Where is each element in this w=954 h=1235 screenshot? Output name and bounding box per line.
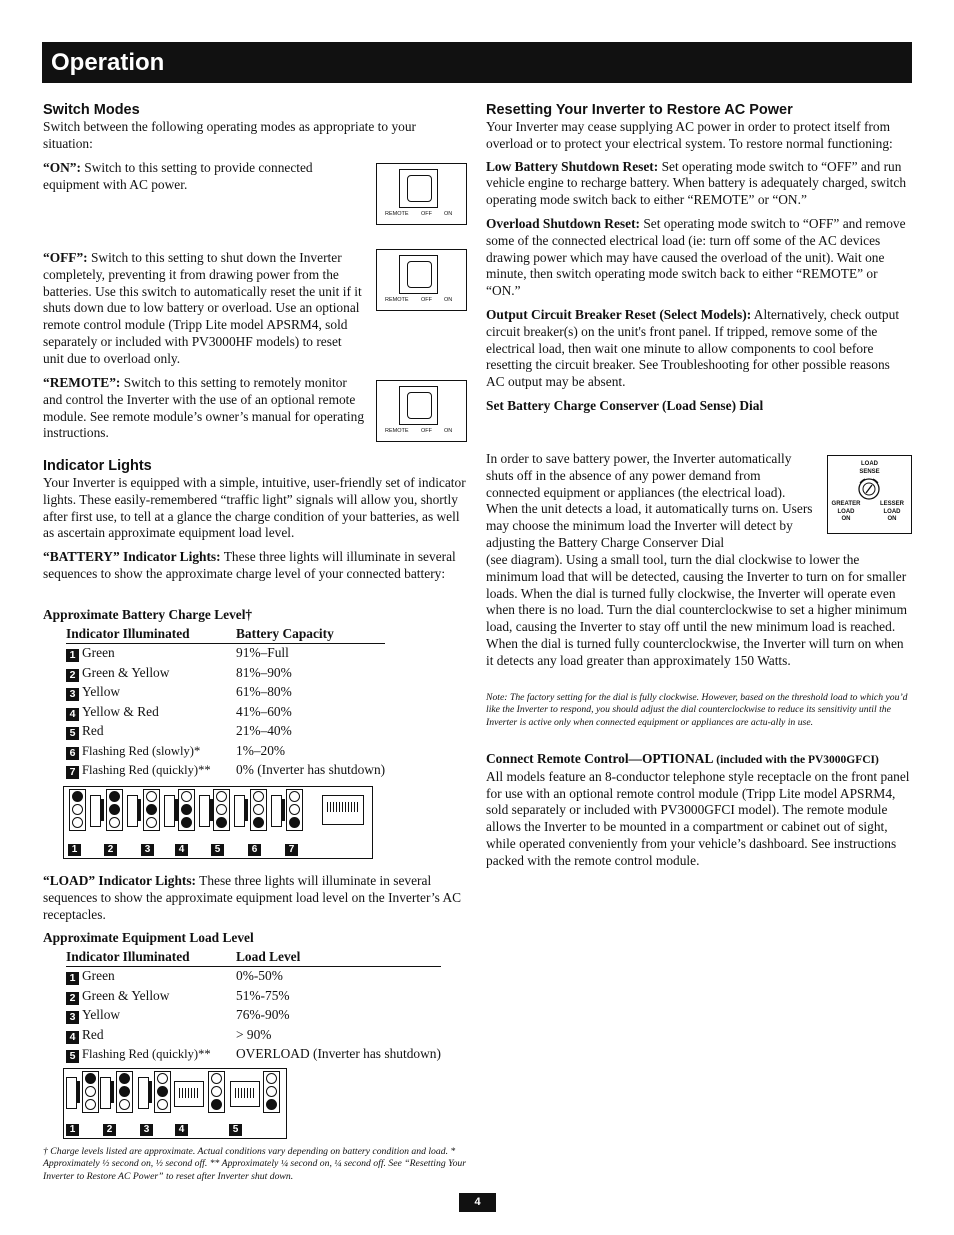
dial-label-line: LESSER (879, 501, 904, 507)
dial-label-line: LOAD (883, 508, 901, 515)
step-number-badge: 5 (66, 1050, 79, 1063)
table-header-row (66, 625, 385, 644)
switch-label-remote: REMOTE (385, 211, 409, 217)
column-header: Indicator Illuminated (66, 625, 236, 644)
breaker-text: Alternatively, check output circuit breaker(s) on the unit's front panel. If tripped, remove some of the electrical load, then wait one minute to allow components to cool before resetting the circuit breaker. See Troubleshooting for other possible reasons AC output may be absent. (486, 306, 900, 390)
light-icon (109, 817, 120, 828)
battery-table-title (43, 607, 252, 624)
indicator-cell (66, 1006, 236, 1026)
light-icon (289, 817, 300, 828)
load-sense-dial-diagram (827, 455, 912, 534)
strip-number-badge: 1 (66, 1124, 79, 1136)
light-icon (85, 1073, 96, 1084)
low-battery-paragraph (486, 159, 911, 209)
level-cell: 76%-90% (236, 1007, 290, 1023)
dial-paragraph-a: In order to save battery power, the Inverter automatically shuts off in the absence of any power demand from connected equipment or appliances (the electrical load). When the unit detects a load, it automatically turns on. Users may choose the minimum load the Inverter will detect by adjusting the Battery Charge Conserver Dial (486, 451, 813, 550)
indicator-text: Yellow (82, 684, 121, 700)
indicator-lights-icon (106, 789, 123, 831)
light-icon (146, 804, 157, 815)
indicator-lights-icon (208, 1071, 225, 1113)
jack-pins-icon (179, 1088, 199, 1098)
switch-remote-diagram (376, 380, 467, 442)
indicator-text: Yellow & Red (82, 703, 159, 719)
indicator-text: Flashing Red (slowly)* (82, 743, 201, 758)
load-level-table (66, 948, 441, 1065)
light-icon (181, 817, 192, 828)
indicator-lights-icon (213, 789, 230, 831)
indicator-cell (66, 703, 236, 723)
switch-label-remote: REMOTE (385, 428, 409, 434)
indicator-lights-icon (69, 789, 86, 831)
light-icon (109, 791, 120, 802)
rj-jack-icon (322, 795, 364, 825)
table-row (66, 664, 385, 684)
off-mode-paragraph (43, 250, 365, 368)
indicator-cell (66, 987, 236, 1007)
switch-segment-icon (66, 1077, 77, 1109)
column-header: Load Level (236, 948, 441, 967)
load-lights-paragraph (43, 873, 467, 923)
switch-label-on: ON (444, 297, 453, 303)
switch-segment-icon (234, 795, 245, 827)
level-cell: 41%–60% (236, 703, 292, 719)
dial-label-line: GREATER (831, 501, 861, 507)
page-number: 4 (459, 1193, 496, 1212)
low-battery-label: Low Battery Shutdown Reset: (486, 158, 659, 174)
table-row (66, 683, 385, 703)
remote-mode-paragraph (43, 375, 367, 442)
indicator-cell (66, 664, 236, 684)
light-icon (266, 1086, 277, 1097)
strip-number-badge: 1 (68, 844, 81, 856)
light-icon (253, 817, 264, 828)
switch-label-off: OFF (421, 211, 432, 217)
remote-mode-label: “REMOTE”: (43, 375, 121, 390)
dial-lesser-label (876, 501, 908, 524)
table-row (66, 761, 385, 781)
light-icon (211, 1073, 222, 1084)
switch-segment-icon (127, 795, 138, 827)
on-mode-label: “ON”: (43, 160, 81, 175)
table-row (66, 644, 385, 664)
jack-pins-icon (235, 1088, 255, 1098)
strip-number-badge: 5 (229, 1124, 242, 1136)
light-icon (157, 1073, 168, 1084)
overload-text: Set operating mode switch to “OFF” and remove some of the connected electrical load (ie: turn off some of the AC devices drawing power which may have caused the overload of the unit). Wait one minute, then switch operating mode switch back to either “REMOTE” or “ON.” (486, 215, 906, 299)
switch-modes-intro: Switch between the following operating modes as appropriate to your situation: (43, 119, 416, 151)
switch-label-on: ON (444, 211, 453, 217)
remote-heading-note: (included with the PV3000GFCI) (713, 754, 879, 766)
light-icon (119, 1073, 130, 1084)
indicator-cell (66, 683, 236, 703)
indicator-cell (66, 1045, 236, 1065)
column-header: Indicator Illuminated (66, 948, 236, 967)
step-number-badge: 5 (66, 727, 79, 740)
light-icon (85, 1099, 96, 1110)
table-row (66, 967, 441, 987)
switch-label-off: OFF (421, 297, 432, 303)
switch-modes-heading: Switch Modes (43, 102, 140, 118)
step-number-badge: 7 (66, 766, 79, 779)
reset-intro: Your Inverter may cease supplying AC power in order to protect itself from overload or to protect your electrical system. To restore normal functioning: (486, 119, 893, 151)
light-icon (181, 804, 192, 815)
indicator-lights-icon (82, 1071, 99, 1113)
light-icon (266, 1073, 277, 1084)
light-icon (216, 817, 227, 828)
step-number-badge: 2 (66, 992, 79, 1005)
switch-off-diagram (376, 249, 467, 311)
indicator-text: Yellow (82, 1007, 121, 1023)
battery-lights-diagram (63, 786, 373, 859)
strip-number-badge: 2 (104, 844, 117, 856)
jack-pins-icon (327, 802, 359, 812)
indicator-heading: Indicator Lights (43, 458, 152, 474)
page-title: Operation (51, 49, 165, 76)
step-number-badge: 1 (66, 649, 79, 662)
indicator-lights-icon (143, 789, 160, 831)
dial-title-line: LOAD (861, 461, 878, 467)
switch-label-on: ON (444, 428, 453, 434)
battery-table-title-text: Approximate Battery Charge Level† (43, 607, 253, 622)
breaker-label: Output Circuit Breaker Reset (Select Models): (486, 306, 752, 322)
step-number-badge: 3 (66, 1011, 79, 1024)
indicator-cell (66, 742, 236, 762)
on-mode-paragraph (43, 160, 363, 194)
level-cell: 0% (Inverter has shutdown) (236, 762, 386, 778)
strip-number-badge: 6 (248, 844, 261, 856)
load-lights-label: “LOAD” Indicator Lights: (43, 873, 197, 888)
dial-label-line: ON (887, 516, 897, 522)
switch-label-off: OFF (421, 428, 432, 434)
rocker-switch-icon (399, 255, 438, 294)
rj-jack-icon (230, 1081, 260, 1107)
indicator-intro: Your Inverter is equipped with a simple, intuitive, user-friendly set of indicator lights. These easily-remembered “traffic light” signals will allow you, shortly after first use, to tell at a glance the charge condition of your batteries, as well as ascertain approximate equipment load level. (43, 475, 466, 541)
level-cell: 91%–Full (236, 645, 289, 661)
load-lights-text: These three lights will illuminate in several sequences to show the approximate equipment load level on the Inverter’s AC receptacles. (43, 873, 462, 922)
reset-heading: Resetting Your Inverter to Restore AC Power (486, 102, 793, 118)
overload-paragraph (486, 216, 911, 300)
on-mode-text: Switch to this setting to provide connected equipment with AC power. (43, 160, 313, 192)
table-row (66, 742, 385, 762)
battery-level-table (66, 625, 385, 781)
level-cell: 1%–20% (236, 742, 286, 758)
left-column (43, 101, 467, 153)
remote-heading: Connect Remote Control—OPTIONAL (486, 751, 714, 766)
light-icon (119, 1086, 130, 1097)
light-icon (211, 1099, 222, 1110)
switch-segment-icon (199, 795, 210, 827)
light-icon (289, 804, 300, 815)
title-banner (42, 42, 912, 83)
light-icon (216, 791, 227, 802)
strip-number-badge: 4 (175, 1124, 188, 1136)
dial-knob-icon (856, 477, 882, 501)
light-icon (119, 1099, 130, 1110)
light-icon (109, 804, 120, 815)
footnote: † Charge levels listed are approximate. Actual conditions vary depending on battery condition and load. * Approximately ½ second on, ½ second off. ** Approximately ¼ second on, ¼ second off. See “Resetting Your Inverter to Restore AC Power” to reset after Inverter shut down. (43, 1146, 467, 1182)
level-cell: 81%–90% (236, 664, 292, 680)
rj-jack-icon (174, 1081, 204, 1107)
strip-number-badge: 4 (175, 844, 188, 856)
light-icon (266, 1099, 277, 1110)
indicator-text: Green (82, 968, 115, 984)
battery-lights-paragraph (43, 549, 467, 583)
load-table-title (43, 930, 254, 947)
indicator-lights-icon (286, 789, 303, 831)
level-cell: 0%-50% (236, 968, 283, 984)
strip-number-badge: 5 (211, 844, 224, 856)
indicator-lights-icon (154, 1071, 171, 1113)
overload-label: Overload Shutdown Reset: (486, 215, 640, 231)
step-number-badge: 1 (66, 972, 79, 985)
low-battery-text: Set operating mode switch to “OFF” and run vehicle engine to recharge battery. When battery is adequately charged, switch operating mode switch back to either “REMOTE” or “ON.” (486, 158, 907, 208)
breaker-paragraph (486, 307, 911, 391)
indicator-text: Green (82, 645, 115, 661)
strip-number-badge: 7 (285, 844, 298, 856)
level-cell: 51%-75% (236, 987, 290, 1003)
strip-number-badge: 3 (140, 1124, 153, 1136)
indicator-cell (66, 722, 236, 742)
switch-label-remote: REMOTE (385, 297, 409, 303)
light-icon (85, 1086, 96, 1097)
light-icon (253, 791, 264, 802)
indicator-lights-icon (263, 1071, 280, 1113)
strip-number-badge: 2 (103, 1124, 116, 1136)
off-mode-label: “OFF”: (43, 250, 88, 265)
indicator-cell (66, 1026, 236, 1046)
dial-heading-text: Set Battery Charge Conserver (Load Sense) Dial (486, 397, 764, 413)
level-cell: OVERLOAD (Inverter has shutdown) (236, 1046, 441, 1062)
step-number-badge: 4 (66, 708, 79, 721)
light-icon (72, 817, 83, 828)
light-icon (72, 791, 83, 802)
switch-segment-icon (271, 795, 282, 827)
table-row (66, 1026, 441, 1046)
table-row (66, 703, 385, 723)
table-row (66, 722, 385, 742)
rocker-switch-icon (399, 169, 438, 208)
light-icon (72, 804, 83, 815)
remote-text: All models feature an 8-conductor telephone style receptacle on the front panel for use with an optional remote control module (Tripp Lite model APSRM4, sold separately or included with PV3000GFCI model). The remote module allows the Inverter to be mounted in a compartment or cabinet out of sight, while operated conveniently from your vehicle’s dashboard. See instructions packed with the remote control module. (486, 768, 910, 868)
switch-segment-icon (138, 1077, 149, 1109)
off-mode-text: Switch to this setting to shut down the Inverter completely, preventing it from drawing power from the batteries. Use this switch to automatically reset the unit if it shuts down due to low battery or overload. Use an optional remote control module (Tripp Lite model APSRM4, sold separately or included with PV3000HF models) to reset unit due to overload only. (43, 250, 362, 366)
level-cell: 21%–40% (236, 723, 292, 739)
rocker-switch-icon (399, 386, 438, 425)
indicator-text: Green & Yellow (82, 987, 170, 1003)
indicator-text: Flashing Red (quickly)** (82, 1047, 211, 1062)
indicator-cell (66, 761, 236, 781)
switch-on-diagram (376, 163, 467, 225)
table-header-row (66, 948, 441, 967)
light-icon (211, 1086, 222, 1097)
light-icon (216, 804, 227, 815)
indicator-cell (66, 967, 236, 987)
step-number-badge: 6 (66, 747, 79, 760)
light-icon (253, 804, 264, 815)
right-column (486, 101, 911, 415)
load-table-title-text: Approximate Equipment Load Level (43, 930, 254, 945)
remote-mode-text: Switch to this setting to remotely monitor and control the Inverter with the use of an optional remote module. See remote module’s owner’s manual for operating instructions. (43, 375, 365, 441)
dial-title-line: SENSE (859, 468, 880, 475)
strip-number-badge: 3 (141, 844, 154, 856)
step-number-badge: 2 (66, 669, 79, 682)
dial-title (828, 461, 911, 476)
indicator-lights-icon (116, 1071, 133, 1113)
table-row (66, 1006, 441, 1026)
switch-segment-icon (100, 1077, 111, 1109)
light-icon (289, 791, 300, 802)
dial-greater-label (830, 501, 862, 524)
table-row (66, 1045, 441, 1065)
switch-segment-icon (90, 795, 101, 827)
light-icon (157, 1086, 168, 1097)
dial-label-line: LOAD (837, 508, 855, 515)
indicator-lights-icon (178, 789, 195, 831)
dial-label-line: ON (841, 516, 851, 522)
indicator-text: Red (82, 723, 104, 739)
dial-paragraph-b: (see diagram). Using a small tool, turn the dial clockwise to lower the minimum load that will be detected, causing the Inverter to turn on for smaller loads. When the dial is turned fully clockwise, the Inverter will operate even when there is no load. Turn the dial counterclockwise to set a higher minimum load, causing the Inverter to stay off until the new minimum load is reached. When the dial is turned fully counterclockwise, the Inverter will turn on when it detects any load greater than approximately 150 Watts. (486, 552, 907, 668)
indicator-text: Green & Yellow (82, 664, 170, 680)
step-number-badge: 3 (66, 688, 79, 701)
light-icon (146, 791, 157, 802)
table-row (66, 987, 441, 1007)
dial-heading (486, 398, 911, 415)
light-icon (181, 791, 192, 802)
light-icon (146, 817, 157, 828)
indicator-text: Flashing Red (quickly)** (82, 763, 211, 778)
step-number-badge: 4 (66, 1031, 79, 1044)
battery-lights-text: These three lights will illuminate in several sequences to show the approximate charge level of your connected battery: (43, 549, 456, 581)
dial-note: Note: The factory setting for the dial is fully clockwise. However, based on the threshold load to which you’d like the Inverter to respond, you should adjust the dial counterclockwise to reduce its sensitivity until the Inverter is active only when connected equipment or appliances are actu-ally in use. (486, 692, 908, 728)
level-cell: 61%–80% (236, 684, 292, 700)
indicator-lights-icon (250, 789, 267, 831)
indicator-section (43, 457, 467, 583)
indicator-text: Red (82, 1026, 104, 1042)
indicator-cell (66, 644, 236, 664)
light-icon (157, 1099, 168, 1110)
load-lights-diagram (63, 1068, 287, 1139)
column-header: Battery Capacity (236, 625, 385, 644)
level-cell: > 90% (236, 1026, 272, 1042)
remote-section (486, 751, 911, 870)
switch-segment-icon (164, 795, 175, 827)
battery-lights-label: “BATTERY” Indicator Lights: (43, 549, 221, 565)
